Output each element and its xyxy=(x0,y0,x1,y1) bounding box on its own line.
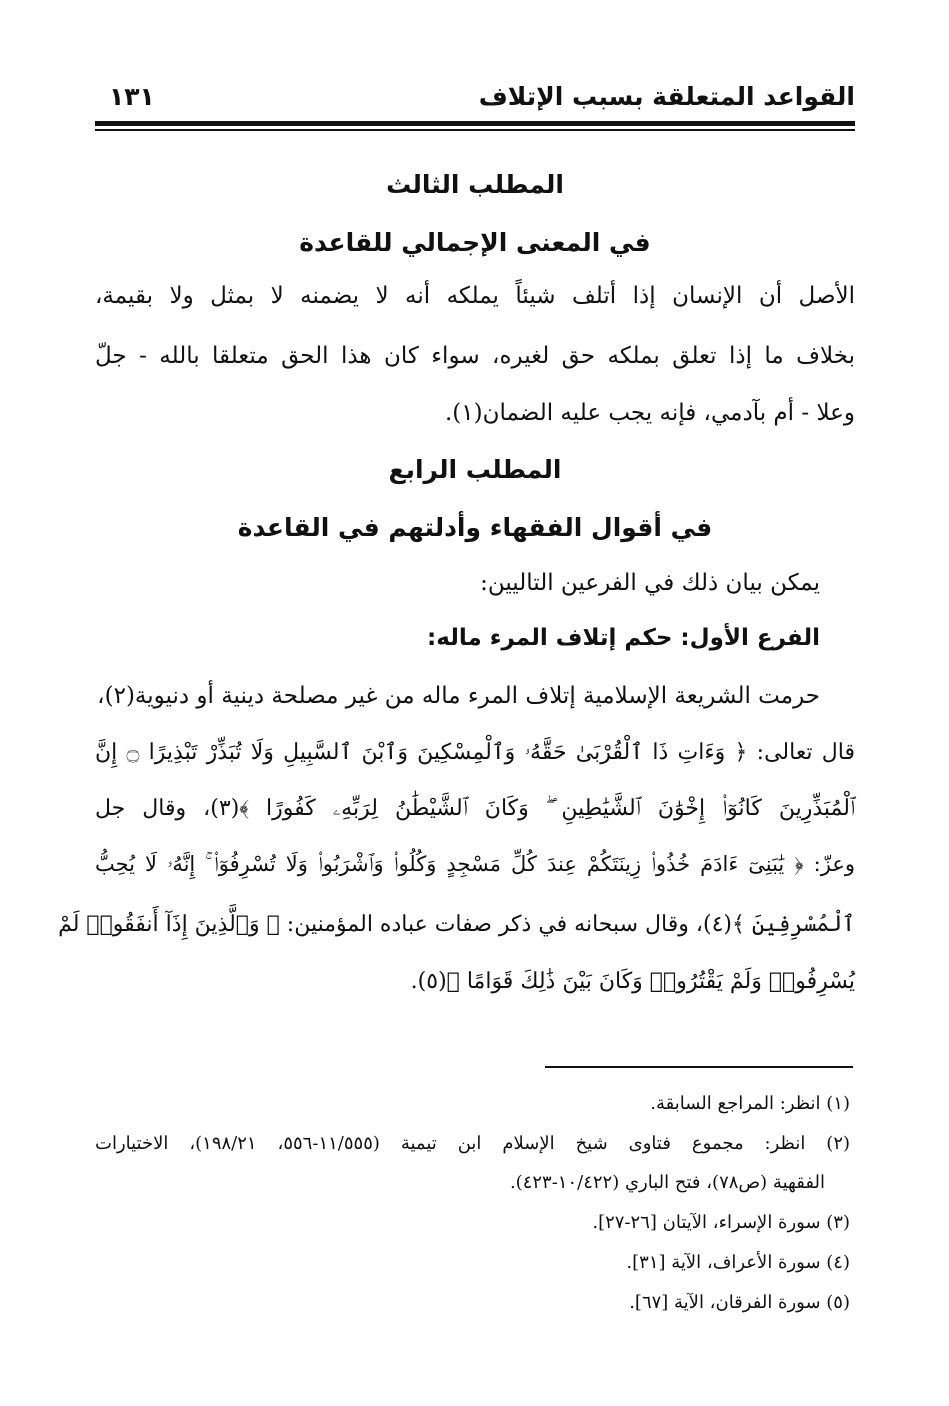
paragraph-line: الأصل أن الإنسان إذا أتلف شيئاً يملكه أنه لا يضمنه لا بمثل ولا بقيمة، xyxy=(95,283,855,309)
page-header xyxy=(95,82,855,122)
running-title: القواعد المتعلقة بسبب الإتلاف xyxy=(478,82,855,111)
footnote: (٥) سورة الفرقان، الآية [٦٧]. xyxy=(629,1292,850,1313)
paragraph-line: قال تعالى: ﴿ وَءَاتِ ذَا ٱلْقُرْبَىٰ حَقَّهُۥ وَٱلْمِسْكِينَ وَٱبْنَ ٱلسَّبِيلِ وَلَا تُبَذِّرْ تَبْذِيرًا ۝ إِنَّ xyxy=(95,740,855,765)
paragraph-line: وعلا - أم بآدمي، فإنه يجب عليه الضمان(١). xyxy=(444,400,855,426)
section-4-title: المطلب الرابع xyxy=(388,455,562,484)
footnote-continuation: الفقهية (ص٧٨)، فتح الباري (١٠/٤٢٢-٤٢٣). xyxy=(509,1172,825,1193)
paragraph-line: وعزّ: ﴿ يَٰبَنِىٓ ءَادَمَ خُذُوا۟ زِينَتَكُمْ عِندَ كُلِّ مَسْجِدٍ وَكُلُوا۟ وَٱشْرَبُوا۟ وَلَا تُسْرِفُوٓا۟ ۚ إِنَّهُۥ لَا يُحِبُّ xyxy=(95,852,855,876)
section-3-subtitle: في المعنى الإجمالي للقاعدة xyxy=(299,228,651,257)
paragraph-line: ٱلْمُبَذِّرِينَ كَانُوٓا۟ إِخْوَٰنَ ٱلشَّيَٰطِينِ ۖ وَكَانَ ٱلشَّيْطَٰنُ لِرَبِّهِۦ كَفُورًا ﴾(٣)، وقال جل xyxy=(95,796,855,821)
paragraph-line: يُسْرِفُوا۟ وَلَمْ يَقْتُرُوا۟ وَكَانَ بَيْنَ ذَٰلِكَ قَوَامًا ﴾(٥). xyxy=(410,969,855,994)
footnote: (١) انظر: المراجع السابقة. xyxy=(650,1093,850,1114)
branch-title: الفرع الأول: حكم إتلاف المرء ماله: xyxy=(427,625,820,651)
paragraph-line: ٱلْمُسْرِفِينَ ﴾(٤)، وقال سبحانه في ذكر صفات عباده المؤمنين: ﴿ وَٱلَّذِينَ إِذَآ أَنفَقُوا۟ لَمْ xyxy=(58,912,855,937)
header-rule-thick xyxy=(95,121,855,126)
page-number: ١٣١ xyxy=(109,82,155,111)
section-3-title: المطلب الثالث xyxy=(386,170,564,199)
paragraph-line: حرمت الشريعة الإسلامية إتلاف المرء ماله من غير مصلحة دينية أو دنيوية(٢)، xyxy=(97,683,820,709)
paragraph-line: بخلاف ما إذا تعلق بملكه حق لغيره، سواء كان هذا الحق متعلقا بالله - جلّ xyxy=(95,343,855,369)
footnote: (٢) انظر: مجموع فتاوى شيخ الإسلام ابن تيمية (١١/٥٥٥-٥٥٦، ١٩٨/٢١)، الاختيارات xyxy=(95,1133,851,1154)
footnote: (٤) سورة الأعراف، الآية [٣١]. xyxy=(626,1252,850,1273)
footnote-rule xyxy=(545,1066,853,1068)
header-rule-thin xyxy=(95,129,855,131)
section-4-subtitle: في أقوال الفقهاء وأدلتهم في القاعدة xyxy=(237,513,713,542)
intro-line: يمكن بيان ذلك في الفرعين التاليين: xyxy=(480,570,820,596)
footnote: (٣) سورة الإسراء، الآيتان [٢٦-٢٧]. xyxy=(592,1212,850,1233)
